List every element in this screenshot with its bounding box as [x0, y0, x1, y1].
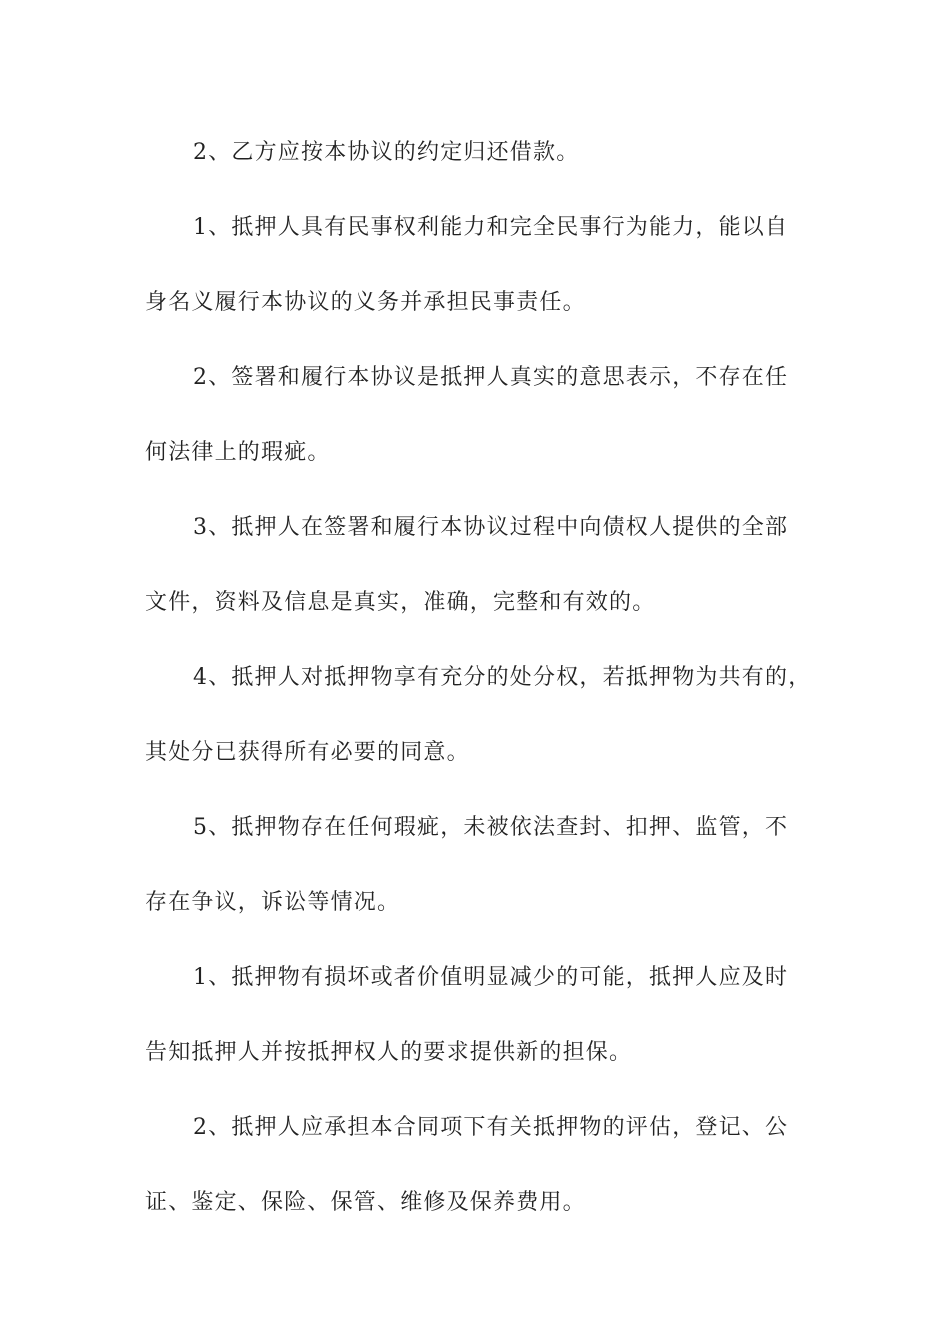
text-line: 3、抵押人在签署和履行本协议过程中向债权人提供的全部	[193, 515, 789, 540]
text-line: 身名义履行本协议的义务并承担民事责任。	[145, 290, 586, 315]
text-line: 存在争议，诉讼等情况。	[145, 890, 401, 915]
text-line: 其处分已获得所有必要的同意。	[145, 740, 470, 765]
document-body	[145, 125, 810, 1250]
text-line: 4、抵押人对抵押物享有充分的处分权，若抵押物为共有的，	[193, 665, 812, 690]
text-line: 文件，资料及信息是真实，准确，完整和有效的。	[145, 590, 656, 615]
text-line: 告知抵押人并按抵押权人的要求提供新的担保。	[145, 1040, 633, 1065]
text-line: 2、抵押人应承担本合同项下有关抵押物的评估，登记、公	[193, 1115, 789, 1140]
text-line: 证、鉴定、保险、保管、维修及保养费用。	[145, 1190, 586, 1215]
text-line: 1、抵押人具有民事权利能力和完全民事行为能力，能以自	[193, 215, 789, 240]
text-line: 1、抵押物有损坏或者价值明显减少的可能，抵押人应及时	[193, 965, 789, 990]
text-line: 2、乙方应按本协议的约定归还借款。	[193, 140, 580, 165]
text-line: 2、签署和履行本协议是抵押人真实的意思表示，不存在任	[193, 365, 789, 390]
text-line: 5、抵押物存在任何瑕疵，未被依法查封、扣押、监管，不	[193, 815, 789, 840]
text-line: 何法律上的瑕疵。	[145, 440, 331, 465]
